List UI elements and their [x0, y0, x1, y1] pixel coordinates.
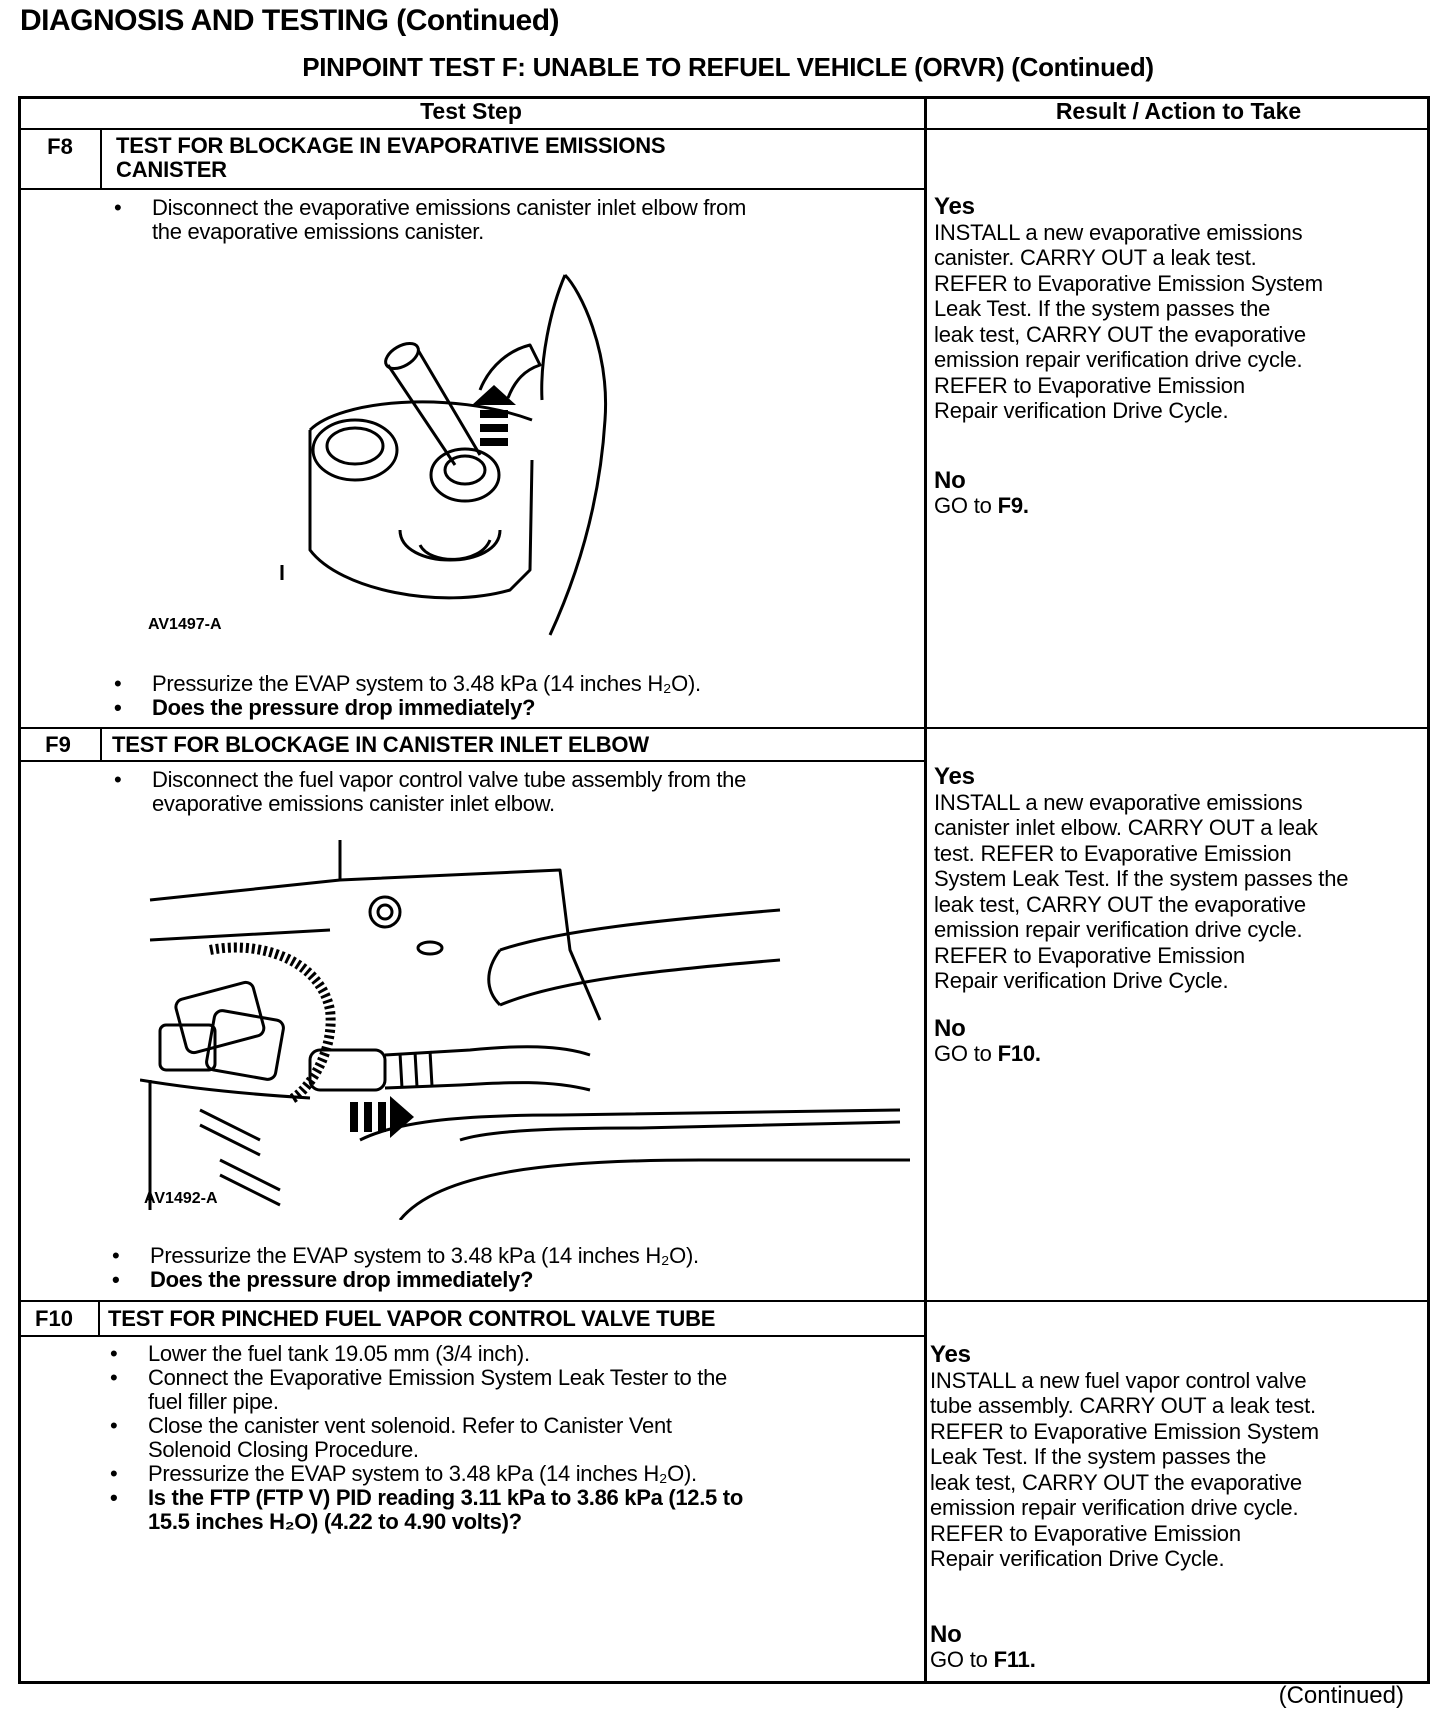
result-line: INSTALL a new evaporative emissions: [934, 219, 1303, 245]
direction-arrow: [350, 1096, 414, 1138]
instruction-item: [106, 1366, 916, 1414]
bracket-inner: [542, 275, 565, 400]
row-divider: [18, 727, 1430, 729]
result-no-label: No: [934, 1014, 966, 1042]
page-subtitle: PINPOINT TEST F: UNABLE TO REFUEL VEHICLE (ORVR) (Continued): [302, 52, 1154, 82]
goto-prefix: GO to: [934, 1041, 998, 1066]
result-yes-label: Yes: [934, 763, 975, 790]
step-id-divider: [100, 728, 102, 760]
instruction-list-f8-b: [110, 672, 910, 720]
result-line: INSTALL a new evaporative emissions: [934, 789, 1303, 815]
tube-ribs: [400, 1051, 432, 1088]
result-line: emission repair verification drive cycle.: [934, 917, 1303, 942]
question-item: [106, 1486, 916, 1534]
figure-canister-elbow: [280, 270, 640, 640]
bolt-inner: [378, 905, 392, 919]
instruction-item: • Pressurize the EVAP system to 3.48 kPa (14 inches H₂O).: [110, 672, 910, 696]
instruction-list-f9-b: [108, 1244, 908, 1292]
instruction-item: • Pressurize the EVAP system to 3.48 kPa (14 inches H₂O).: [108, 1244, 908, 1268]
instruction-line: Connect the Evaporative Emission System Leak Tester to the: [148, 1365, 727, 1390]
slot-1: [200, 1110, 260, 1155]
result-line: REFER to Evaporative Emission: [934, 372, 1245, 398]
instruction-line: Close the canister vent solenoid. Refer to Canister Vent: [148, 1413, 672, 1438]
result-f10: [930, 1342, 1410, 1673]
result-line: REFER to Evaporative Emission System: [934, 270, 1323, 296]
result-line: REFER to Evaporative Emission System: [930, 1418, 1319, 1444]
result-line: canister inlet elbow. CARRY OUT a leak: [934, 815, 1318, 840]
instruction-item: [106, 1414, 916, 1462]
result-line: emission repair verification drive cycle.: [930, 1495, 1299, 1520]
step-title-f9: TEST FOR BLOCKAGE IN CANISTER INLET ELBOW: [112, 732, 649, 757]
step-title-divider: [18, 188, 924, 190]
result-line: Leak Test. If the system passes the: [930, 1444, 1267, 1469]
goto-target: F9.: [997, 493, 1029, 518]
tank-lower-2: [460, 1122, 900, 1140]
column-header-test-step: Test Step: [420, 98, 522, 124]
hose-end: [489, 950, 500, 1005]
result-line: test. REFER to Evaporative Emission: [934, 840, 1292, 866]
result-goto: [934, 493, 1414, 519]
bracket-edge: [150, 880, 340, 940]
port-left-inner: [327, 428, 383, 464]
instruction-line: Solenoid Closing Procedure.: [148, 1437, 419, 1462]
bracket-outline: [550, 275, 606, 635]
instruction-line: the evaporative emissions canister.: [152, 219, 484, 244]
slot-2: [220, 1160, 280, 1205]
result-line: Leak Test. If the system passes the: [934, 296, 1271, 321]
harness-coil: [210, 948, 331, 1101]
elbow-tube-end: [381, 338, 422, 373]
result-line: emission repair verification drive cycle.: [934, 347, 1303, 372]
bottom-curve: [400, 1160, 910, 1220]
slot: [418, 942, 442, 954]
goto-target: F10.: [997, 1041, 1041, 1066]
result-line: canister. CARRY OUT a leak test.: [934, 245, 1257, 270]
instruction-line: Disconnect the evaporative emissions canister inlet elbow from: [152, 195, 747, 220]
goto-target: F11.: [993, 1647, 1036, 1672]
continued-footer: (Continued): [1278, 1682, 1404, 1709]
figure-vapor-tube: [140, 840, 910, 1220]
result-line: Repair verification Drive Cycle.: [934, 398, 1229, 423]
bracket-upper: [340, 840, 600, 1020]
instruction-list-f9: [110, 768, 910, 816]
instruction-item: • Pressurize the EVAP system to 3.48 kPa (14 inches H₂O).: [106, 1462, 916, 1486]
result-line: REFER to Evaporative Emission: [934, 942, 1245, 968]
connector-b: [205, 1009, 284, 1080]
step-title-divider: [18, 1335, 924, 1337]
result-goto: [930, 1647, 1410, 1673]
instruction-list-f8: [110, 196, 910, 244]
instruction-line: Disconnect the fuel vapor control valve tube assembly from the: [152, 767, 747, 792]
step-id-f9: F9: [45, 732, 71, 757]
result-line: REFER to Evaporative Emission: [930, 1520, 1241, 1546]
result-f8: [934, 194, 1414, 519]
column-divider: [924, 96, 927, 1684]
result-yes-label: Yes: [930, 1341, 971, 1368]
instruction-list-f10: [106, 1342, 916, 1534]
instruction-item: • Lower the fuel tank 19.05 mm (3/4 inch).: [106, 1342, 916, 1366]
result-line: System Leak Test. If the system passes the: [934, 866, 1349, 891]
result-line: tube assembly. CARRY OUT a leak test.: [930, 1393, 1316, 1418]
instruction-line: evaporative emissions canister inlet elbow.: [152, 791, 555, 816]
step-title-divider: [18, 760, 924, 762]
step-title-line: CANISTER: [116, 157, 227, 182]
result-line: leak test, CARRY OUT the evaporative: [934, 321, 1306, 347]
instruction-item: [110, 196, 910, 244]
lower-fitting: [400, 530, 500, 560]
result-line: INSTALL a new fuel vapor control valve: [930, 1367, 1307, 1393]
step-id-divider: [100, 130, 102, 190]
result-yes-label: Yes: [934, 193, 975, 220]
result-line: leak test, CARRY OUT the evaporative: [930, 1469, 1302, 1495]
step-id-divider: [98, 1301, 100, 1335]
column-header-result: Result / Action to Take: [1055, 98, 1302, 124]
step-title-line: TEST FOR BLOCKAGE IN EVAPORATIVE EMISSIONS: [116, 133, 666, 158]
page-header: DIAGNOSIS AND TESTING (Continued): [20, 4, 560, 37]
bolt: [370, 897, 400, 927]
tank-edge: [140, 1080, 310, 1098]
step-id-f8: F8: [47, 134, 73, 159]
header-row-divider: [18, 128, 1430, 130]
step-title-f10: TEST FOR PINCHED FUEL VAPOR CONTROL VALVE TUBE: [108, 1306, 716, 1331]
result-goto: [934, 1041, 1414, 1067]
figure-label-f9: AV1492-A: [144, 1190, 218, 1207]
row-divider: [18, 1300, 1430, 1302]
result-no-label: No: [930, 1620, 962, 1648]
hose-right: [500, 910, 780, 1005]
result-no-label: No: [934, 466, 966, 494]
question-item: • Does the pressure drop immediately?: [108, 1268, 908, 1292]
goto-prefix: GO to: [930, 1647, 994, 1672]
question-line: Is the FTP (FTP V) PID reading 3.11 kPa to 3.86 kPa (12.5 to: [148, 1485, 743, 1510]
step-title-f8: [116, 134, 665, 182]
step-id-f10: F10: [35, 1306, 73, 1331]
canister-body: [310, 430, 532, 598]
quick-connect: [310, 1050, 385, 1090]
result-line: Repair verification Drive Cycle.: [930, 1546, 1225, 1571]
goto-prefix: GO to: [934, 493, 998, 518]
figure-label-f8: AV1497-A: [148, 616, 222, 633]
question-line: 15.5 inches H₂O) (4.22 to 4.90 volts)?: [148, 1509, 522, 1534]
instruction-line: fuel filler pipe.: [148, 1389, 279, 1414]
connector-a: [174, 981, 266, 1055]
result-line: leak test, CARRY OUT the evaporative: [934, 891, 1306, 917]
instruction-item: [110, 768, 910, 816]
result-f9: [934, 764, 1414, 1067]
result-line: Repair verification Drive Cycle.: [934, 968, 1229, 993]
question-item: • Does the pressure drop immediately?: [110, 696, 910, 720]
